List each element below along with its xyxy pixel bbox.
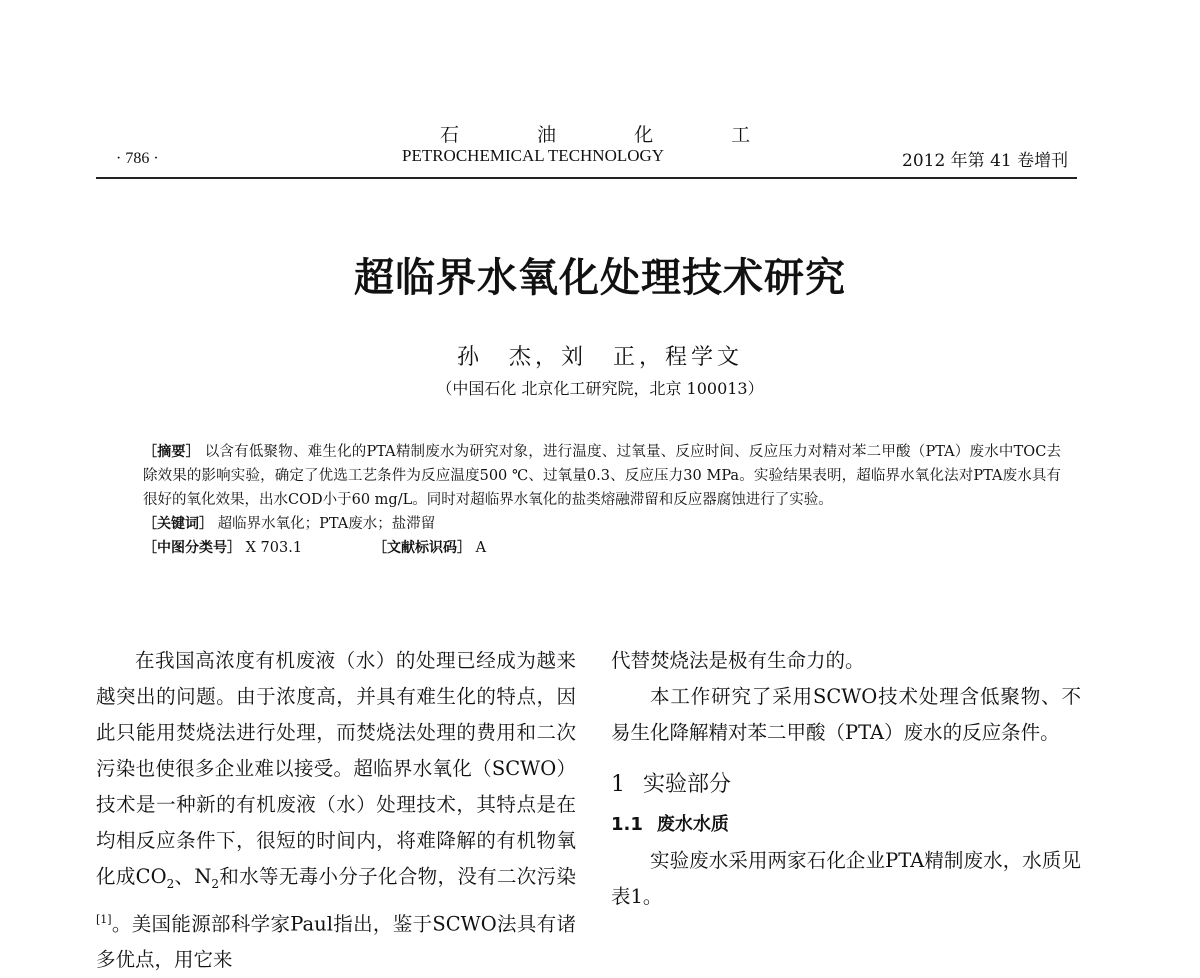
section-heading-experimental <box>611 767 1081 803</box>
abstract-label: ［摘要］ <box>143 444 200 460</box>
citation-1: [1] <box>96 912 112 926</box>
wastewater-paragraph: 实验废水采用两家石化企业PTA精制废水，水质见表1。 <box>611 849 1081 908</box>
intro-paragraph <box>96 643 576 978</box>
author-affiliation: （中国石化 北京化工研究院，北京 100013） <box>436 379 764 398</box>
abstract-text: 以含有低聚物、难生化的PTA精制废水为研究对象，进行温度、过氧量、反应时间、反应压力对精对苯二甲酸（PTA）废水中TOC去除效果的影响实验，确定了优选工艺条件为反应温度500 ℃、过氧量0.3、反应压力30 MPa。实验结果表明，超临界水氧化法对PTA废水具有很好的氧化效果，出水COD小于60 mg/L。同时对超临界水氧化的盐类熔融滞留和反应器腐蚀进行了实验。 <box>143 444 1062 508</box>
abstract-paragraph <box>143 440 1061 512</box>
intro-text-c: 和水等无毒小分子化合物，没有二次污染 <box>219 865 576 888</box>
page-number: · 786 · <box>116 150 159 167</box>
clc-entry <box>143 536 302 560</box>
keywords-label: ［关键词］ <box>143 516 213 532</box>
co2-subscript: 2 <box>166 876 175 891</box>
intro-continuation: 代替焚烧法是极有生命力的。 <box>611 649 865 672</box>
article-authors: 孙 杰，刘 正，程学文 <box>456 345 743 370</box>
intro-text-d: 。美国能源部科学家Paul指出，鉴于SCWO法具有诸多优点，用它来 <box>96 912 576 972</box>
body-left-column <box>96 643 576 978</box>
body-right-column <box>611 643 1081 915</box>
doc-code-value: A <box>475 540 487 556</box>
subsection-number: 1.1 <box>611 814 643 835</box>
section-number: 1 <box>611 772 625 797</box>
classification-line <box>143 536 1061 560</box>
subsection-heading-wastewater <box>611 807 1081 843</box>
clc-value: X 703.1 <box>245 540 303 556</box>
subsection-title: 废水水质 <box>656 814 729 835</box>
work-description-paragraph: 本工作研究了采用SCWO技术处理含低聚物、不易生化降解精对苯二甲酸（PTA）废水的反应条件。 <box>611 685 1081 744</box>
header-rule <box>96 177 1077 179</box>
intro-text-a: 在我国高浓度有机废液（水）的处理已经成为越来越突出的问题。由于浓度高，并具有难生化的特点，因此只能用焚烧法进行处理，而焚烧法处理的费用和二次污染也使很多企业难以接受。超临界水氧化（SCWO）技术是一种新的有机废液（水）处理技术，其特点是在均相反应条件下，很短的时间内，将难降解的有机物氧化成CO <box>96 649 576 888</box>
section-title: 实验部分 <box>643 772 732 797</box>
intro-text-b: 、N <box>174 865 212 888</box>
issue-info: 2012 年第 41 卷增刊 <box>902 151 1069 171</box>
keywords-text: 超临界水氧化；PTA废水；盐滞留 <box>217 516 436 532</box>
journal-title-cn: 石 油 化 工 <box>440 124 787 146</box>
keywords-line <box>143 512 1061 536</box>
abstract-block <box>143 440 1061 560</box>
journal-title-en: PETROCHEMICAL TECHNOLOGY <box>402 146 665 165</box>
doc-code-entry <box>373 536 486 560</box>
clc-label: ［中图分类号］ <box>143 540 241 556</box>
doc-code-label: ［文献标识码］ <box>373 540 471 556</box>
n2-subscript: 2 <box>211 876 220 891</box>
article-title: 超临界水氧化处理技术研究 <box>354 255 846 301</box>
